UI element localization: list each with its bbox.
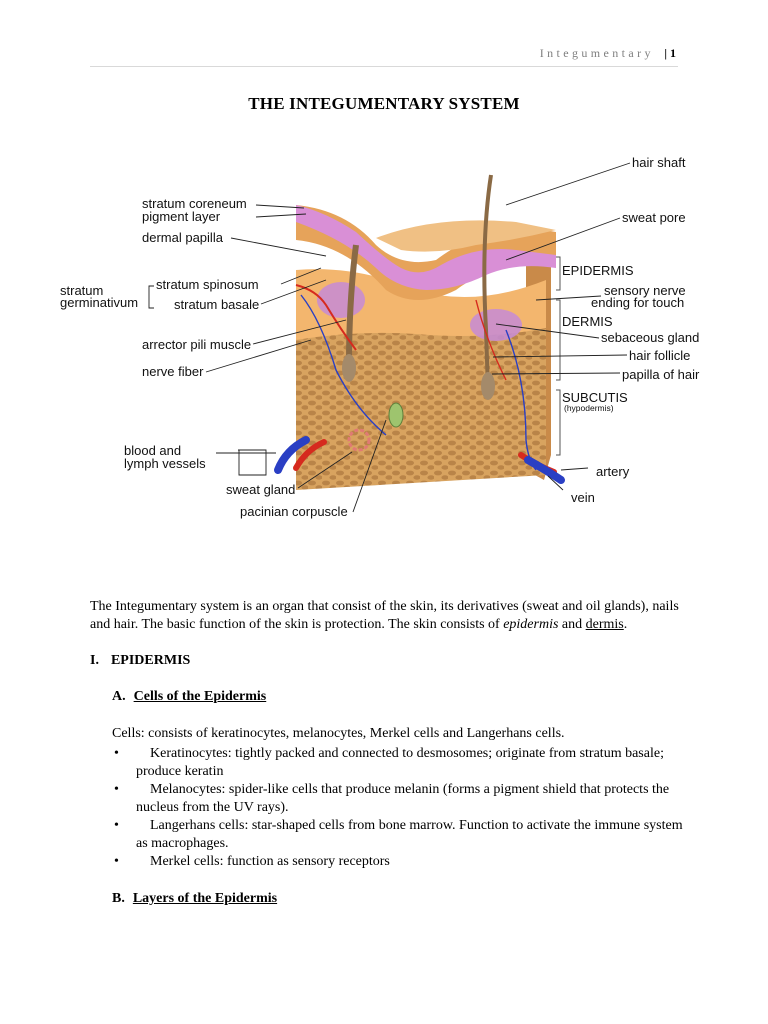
header-separator: | (664, 46, 667, 60)
label-stratum-spinosum: stratum spinosum (156, 277, 259, 292)
list-item (112, 781, 732, 817)
bullet-dot: • (114, 782, 119, 797)
label-sensory-nerve-2: ending for touch (591, 295, 685, 310)
list-item (112, 853, 732, 871)
label-stratum-germinativum-1: stratum (60, 283, 104, 298)
section-epidermis-heading (90, 653, 190, 669)
subsection-cells-heading (112, 689, 266, 705)
label-blood-lymph-1: blood and (124, 443, 182, 458)
running-header-text (540, 46, 676, 61)
hair-follicle-left (342, 354, 356, 382)
label-nerve-fiber: nerve fiber (142, 364, 204, 379)
intro-period: . (623, 617, 628, 632)
cells-bullet-list (112, 745, 732, 871)
label-pacinian-corpuscle: pacinian corpuscle (240, 504, 348, 519)
subsection-layers-heading (112, 891, 277, 907)
label-arrector-pili-muscle: arrector pili muscle (142, 337, 252, 352)
intro-and: and (558, 617, 586, 632)
label-papilla-of-hair: papilla of hair (622, 367, 700, 382)
subsection-title: Cells of the Epidermis (133, 689, 267, 704)
section-title: EPIDERMIS (110, 653, 191, 668)
label-stratum-coreneum: stratum coreneum (142, 196, 247, 211)
bullet-line-cont: as macrophages. (136, 836, 229, 851)
list-item (112, 817, 732, 853)
subsection-title: Layers of the Epidermis (132, 891, 278, 906)
label-dermis: DERMIS (562, 314, 613, 329)
label-dermal-papilla: dermal papilla (142, 230, 223, 245)
label-artery: artery (596, 464, 630, 479)
label-stratum-basale: stratum basale (174, 297, 260, 312)
label-vein: vein (571, 490, 595, 505)
intro-paragraph (90, 598, 730, 634)
subsection-letter: A. (112, 689, 126, 704)
bullet-line-cont: nucleus from the UV rays). (136, 800, 289, 815)
hair-follicle-right (481, 372, 495, 400)
page-number: 1 (670, 46, 676, 60)
page-title: THE INTEGUMENTARY SYSTEM (248, 94, 520, 113)
bullet-line: Langerhans cells: star-shaped cells from bone marrow. Function to activate the immune system (150, 818, 683, 833)
bullet-line-cont: produce keratin (136, 764, 224, 779)
label-sensory-nerve-1: sensory nerve (604, 283, 686, 298)
label-epidermis: EPIDERMIS (562, 263, 634, 278)
label-hair-shaft: hair shaft (632, 155, 686, 170)
pacinian-corpuscle-drawing (389, 403, 403, 427)
label-pigment-layer: pigment layer (142, 209, 221, 224)
label-blood-lymph-2: lymph vessels (124, 456, 206, 471)
label-hair-follicle: hair follicle (629, 348, 691, 363)
sebaceous-gland-right (470, 309, 522, 341)
sebaceous-gland-left (317, 282, 365, 318)
label-subcutis: SUBCUTIS (562, 390, 628, 405)
skin-diagram (56, 150, 716, 530)
section-number: I. (90, 653, 99, 668)
bullet-line: Melanocytes: spider-like cells that produce melanin (forms a pigment shield that protects the (150, 782, 670, 797)
intro-line-2-text: and hair. The basic function of the skin is protection. The skin consists of (90, 617, 504, 632)
skin-block (296, 205, 556, 490)
list-item (112, 745, 732, 781)
bullet-line: Merkel cells: function as sensory receptors (150, 854, 390, 869)
bullet-dot: • (114, 818, 119, 833)
running-header (90, 44, 678, 67)
label-hypodermis: (hypodermis) (564, 403, 614, 413)
skin-diagram-svg (56, 150, 716, 530)
label-sweat-pore: sweat pore (622, 210, 686, 225)
label-stratum-germinativum-2: germinativum (60, 295, 139, 310)
running-title: Integumentary (539, 46, 654, 60)
bullet-dot: • (114, 746, 119, 761)
bullet-line: Keratinocytes: tightly packed and connected to desmosomes; originate from stratum basale; (150, 746, 664, 761)
subsection-letter: B. (112, 891, 125, 906)
label-sweat-gland: sweat gland (226, 482, 296, 497)
label-sebaceous-gland: sebaceous gland (601, 330, 700, 345)
bullet-dot: • (114, 854, 119, 869)
intro-line-2 (90, 616, 730, 634)
intro-line-1: The Integumentary system is an organ that consist of the skin, its derivatives (sweat and oil glands), nails (90, 599, 679, 614)
term-epidermis: epidermis (503, 617, 559, 632)
cells-intro: Cells: consists of keratinocytes, melanocytes, Merkel cells and Langerhans cells. (112, 726, 565, 741)
term-dermis: dermis (585, 617, 624, 632)
